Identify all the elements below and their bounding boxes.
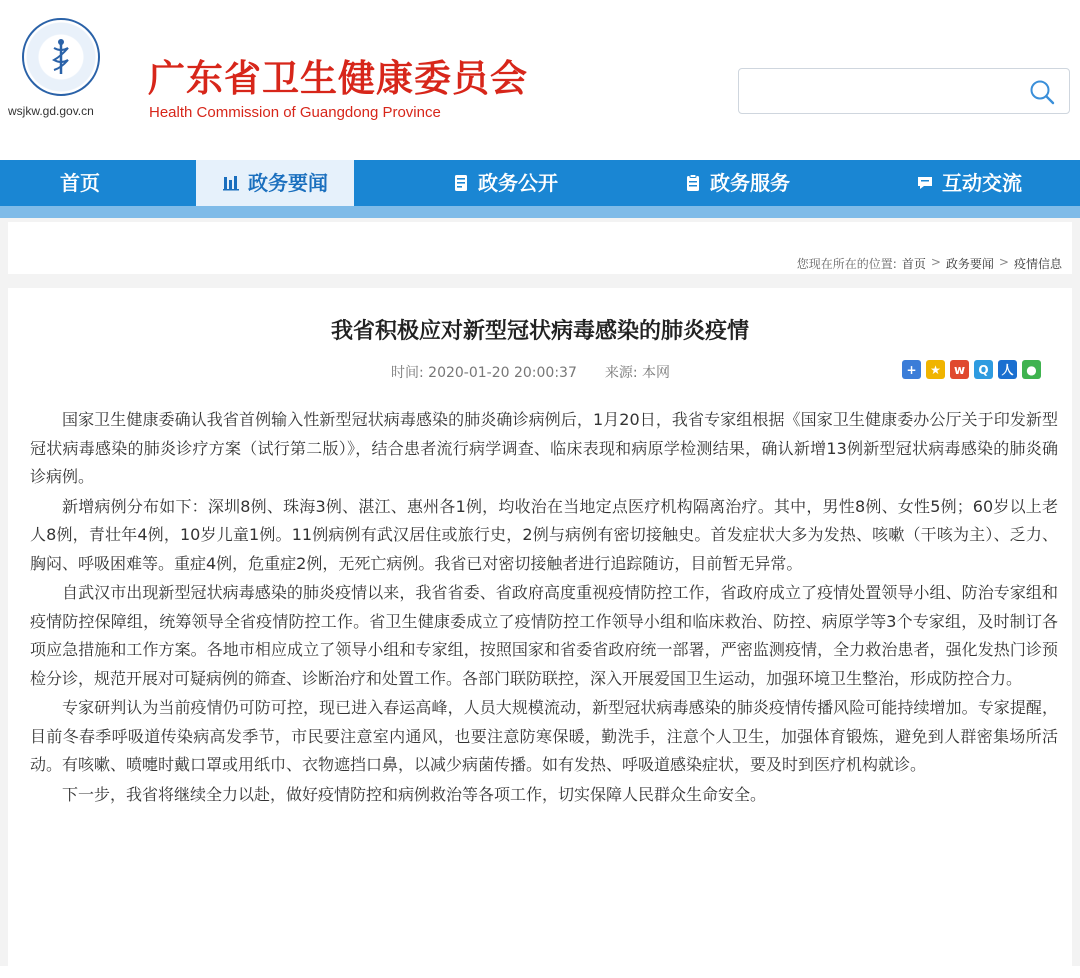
article-body bbox=[30, 406, 1058, 810]
caduceus-icon bbox=[44, 38, 78, 76]
share-bar bbox=[902, 360, 1041, 379]
breadcrumb-separator: > bbox=[930, 255, 941, 269]
article bbox=[8, 288, 1072, 978]
nav-item-label: 政务公开 bbox=[478, 171, 558, 195]
breadcrumb-link-epidemic[interactable]: 疫情信息 bbox=[1013, 257, 1062, 271]
qzone-icon[interactable]: ★ bbox=[926, 360, 945, 379]
document-icon bbox=[452, 174, 470, 192]
site-header bbox=[0, 0, 1080, 160]
breadcrumb-bar bbox=[8, 222, 1072, 274]
breadcrumb-prefix: 您现在所在的位置: bbox=[796, 257, 897, 271]
nav-item-label: 政务服务 bbox=[710, 171, 790, 195]
article-meta bbox=[391, 362, 670, 382]
article-paragraph: 下一步，我省将继续全力以赴，做好疫情防控和病例救治等各项工作，切实保障人民群众生命安全。 bbox=[62, 784, 767, 804]
site-url: wsjkw.gd.gov.cn bbox=[8, 104, 94, 118]
clipboard-icon bbox=[684, 174, 702, 192]
site-logo[interactable] bbox=[22, 18, 100, 96]
breadcrumb-separator: > bbox=[998, 255, 1009, 269]
search-icon[interactable] bbox=[1029, 79, 1055, 105]
chat-icon bbox=[916, 174, 934, 192]
nav-item-label: 首页 bbox=[60, 171, 100, 195]
news-icon bbox=[222, 174, 240, 192]
nav-item-label: 政务要闻 bbox=[248, 171, 328, 195]
plus-share-icon[interactable]: + bbox=[902, 360, 921, 379]
article-source: 来源: 本网 bbox=[604, 365, 671, 381]
nav-underline bbox=[0, 206, 1080, 218]
breadcrumb bbox=[797, 255, 1062, 272]
breadcrumb-link-news[interactable]: 政务要闻 bbox=[945, 257, 994, 271]
nav-item-label: 互动交流 bbox=[942, 171, 1022, 195]
main-nav bbox=[0, 160, 1080, 206]
nav-item-public[interactable] bbox=[452, 160, 558, 206]
search-input[interactable] bbox=[738, 68, 1070, 114]
article-paragraph: 新增病例分布如下：深圳8例、珠海3例、湛江、惠州各1例，均收治在当地定点医疗机构隔离治疗。其中，男性8例、女性5例；60岁以上老人8例，青壮年4例，10岁儿童1例。11例病例有武汉居住或旅行史，2例与病例有密切接触史。首发症状大多为发热、咳嗽（干咳为主）、乏力、胸闷、呼吸困难等。重症4例，危重症2例，无死亡病例。我省已对密切接触者进行追踪随访，目前暂无异常。 bbox=[30, 496, 1058, 573]
article-title: 我省积极应对新型冠状病毒感染的肺炎疫情 bbox=[330, 319, 749, 344]
nav-item-news[interactable] bbox=[196, 160, 354, 206]
article-time: 时间: 2020-01-20 20:00:37 bbox=[391, 365, 577, 381]
site-title[interactable]: 广东省卫生健康委员会 bbox=[148, 57, 528, 100]
nav-item-service[interactable] bbox=[684, 160, 790, 206]
article-paragraph: 自武汉市出现新型冠状病毒感染的肺炎疫情以来，我省省委、省政府高度重视疫情防控工作，省政府成立了疫情处置领导小组、防治专家组和疫情防控保障组，统筹领导全省疫情防控工作。省卫生健康委成立了疫情防控工作领导小组和临床救治、防控、病原学等3个专家组，及时制订各项应急措施和工作方案。各地市相应成立了领导小组和专家组，按照国家和省委省政府统一部署，严密监测疫情，全力救治患者，强化发热门诊预检分诊，规范开展对可疑病例的筛查、诊断治疗和处置工作。各部门联防联控，深入开展爱国卫生运动，加强环境卫生整治，形成防控合力。 bbox=[30, 583, 1058, 688]
wechat-icon[interactable]: ● bbox=[1022, 360, 1041, 379]
renren-icon[interactable]: 人 bbox=[998, 360, 1017, 379]
nav-item-interact[interactable] bbox=[916, 160, 1022, 206]
breadcrumb-link-home[interactable]: 首页 bbox=[901, 257, 926, 271]
article-paragraph: 专家研判认为当前疫情仍可防可控，现已进入春运高峰，人员大规模流动，新型冠状病毒感染的肺炎疫情传播风险可能持续增加。专家提醒，目前冬春季呼吸道传染病高发季节，市民要注意室内通风，也要注意防寒保暖，勤洗手，注意个人卫生，加强体育锻炼，避免到人群密集场所活动。有咳嗽、喷嚏时戴口罩或用纸巾、衣物遮挡口鼻，以减少病菌传播。如有发热、呼吸道感染症状，要及时到医疗机构就诊。 bbox=[30, 698, 1058, 774]
site-subtitle: Health Commission of Guangdong Province bbox=[149, 104, 441, 121]
qq-icon[interactable]: Q bbox=[974, 360, 993, 379]
weibo-icon[interactable]: w bbox=[950, 360, 969, 379]
nav-item-home[interactable] bbox=[60, 160, 100, 206]
article-paragraph: 国家卫生健康委确认我省首例输入性新型冠状病毒感染的肺炎确诊病例后，1月20日，我省专家组根据《国家卫生健康委办公厅关于印发新型冠状病毒感染的肺炎诊疗方案（试行第二版）》，结合患者流行病学调查、临床表现和病原学检测结果，确认新增13例新型冠状病毒感染的肺炎确诊病例。 bbox=[30, 410, 1058, 486]
